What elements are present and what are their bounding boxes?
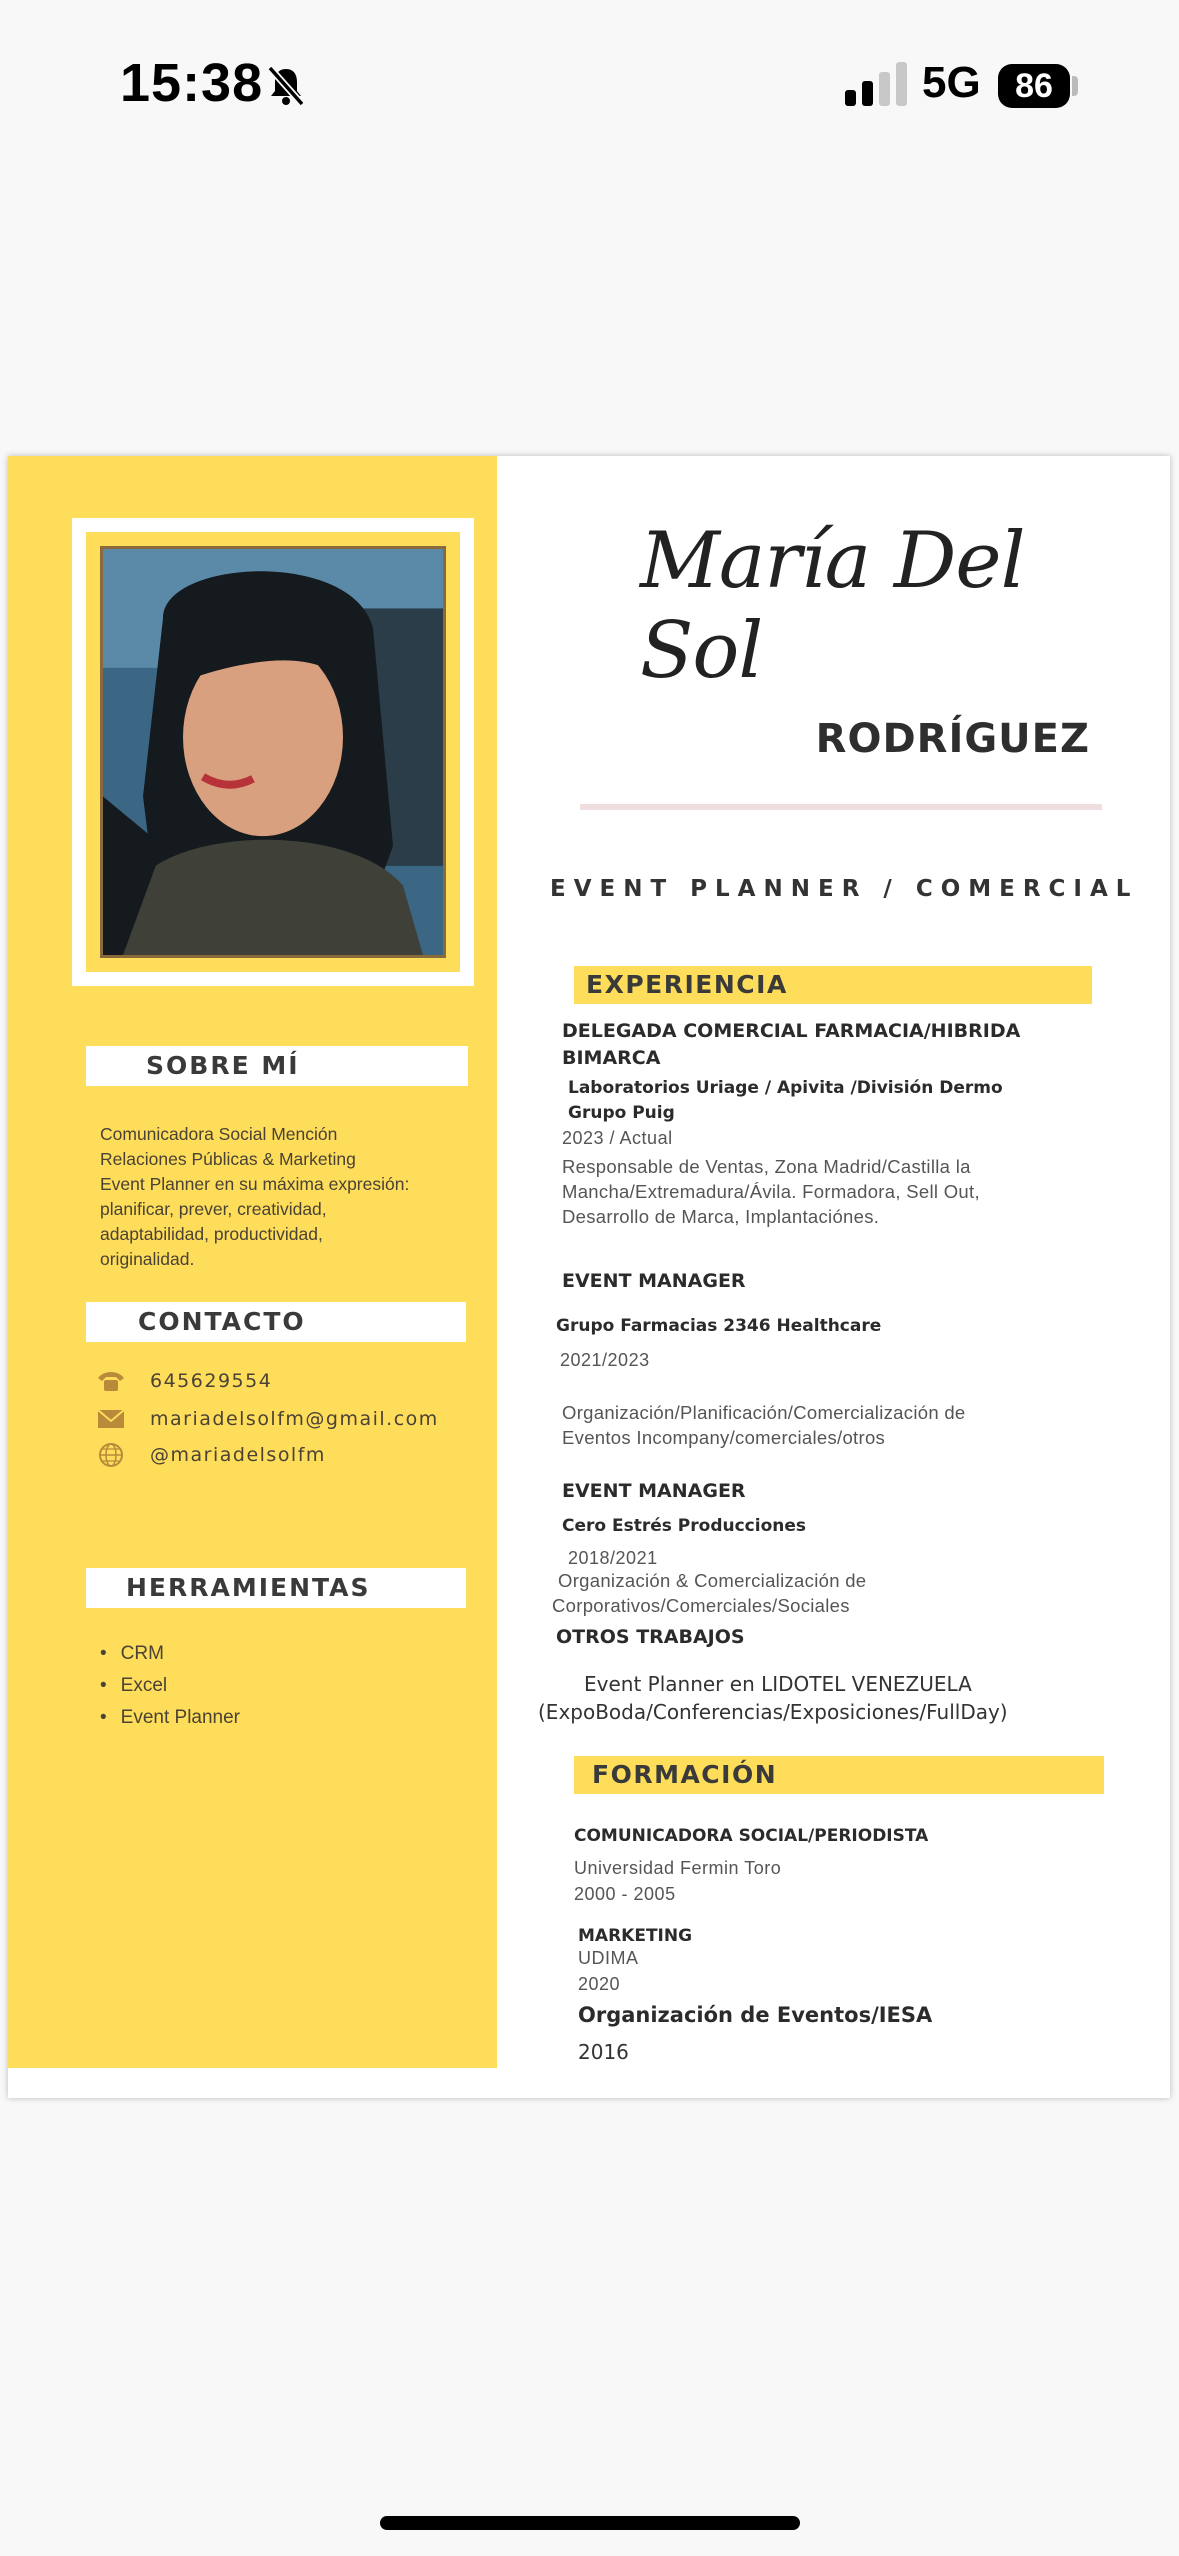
list-item: • Excel: [100, 1670, 240, 1702]
list-item: • CRM: [100, 1638, 240, 1670]
job2-company: Grupo Farmacias 2346 Healthcare: [556, 1316, 882, 1336]
other-jobs-line1: Event Planner en LIDOTEL VENEZUELA: [584, 1672, 972, 1696]
job1-dates: 2023 / Actual: [562, 1128, 673, 1148]
phone-number: 645629554: [150, 1370, 273, 1392]
tools-list: [100, 1638, 240, 1734]
ed3-title: Organización de Eventos/IESA: [578, 2003, 933, 2027]
ed2-title: MARKETING: [578, 1926, 693, 1946]
ed2-dates: 2020: [578, 1974, 621, 1994]
network-type: 5G: [922, 58, 981, 107]
name-divider: [580, 804, 1102, 810]
job2-dates: 2021/2023: [560, 1350, 650, 1370]
phone-icon: [96, 1368, 126, 1394]
job1-company: Laboratorios Uriage / Apivita /División Dermo Grupo Puig: [568, 1078, 1003, 1123]
tools-heading: HERRAMIENTAS: [86, 1568, 466, 1608]
experience-heading: EXPERIENCIA: [574, 966, 1092, 1004]
resume-document: [8, 456, 1170, 2098]
job-role: EVENT PLANNER / COMERCIAL: [550, 876, 1139, 902]
battery-tip: [1072, 76, 1078, 96]
ed1-title: COMUNICADORA SOCIAL/PERIODISTA: [574, 1826, 929, 1846]
globe-icon: [96, 1442, 126, 1468]
email-address: mariadelsolfm@gmail.com: [150, 1408, 439, 1430]
job3-description: Organización & Comercialización de Corporativos/Comerciales/Sociales: [552, 1570, 867, 1616]
signal-icon: [845, 62, 909, 108]
ed1-school: Universidad Fermin Toro: [574, 1858, 782, 1878]
about-text: Comunicadora Social Mención Relaciones Públicas & Marketing Event Planner en su máxima expresión: planificar, prever, creatividad, adaptabilidad, productividad, originalidad.: [100, 1124, 410, 1269]
status-time: 15:38: [120, 53, 264, 113]
last-name: RODRÍGUEZ: [815, 716, 1090, 762]
job2-title: EVENT MANAGER: [562, 1270, 746, 1292]
job2-description: Organización/Planificación/Comercialización de Eventos Incompany/comerciales/otros: [562, 1402, 966, 1448]
about-heading: SOBRE MÍ: [86, 1046, 468, 1086]
ed3-dates: 2016: [578, 2040, 629, 2064]
list-item: • Event Planner: [100, 1702, 240, 1734]
profile-photo-frame: [72, 518, 474, 986]
contact-email[interactable]: [96, 1404, 439, 1434]
ed2-school: UDIMA: [578, 1948, 639, 1968]
mail-icon: [96, 1406, 126, 1432]
job3-dates: 2018/2021: [568, 1548, 658, 1568]
contact-social[interactable]: [96, 1440, 326, 1470]
first-name: María Del Sol: [640, 516, 1025, 696]
other-jobs-line2: (ExpoBoda/Conferencias/Exposiciones/FullDay): [538, 1700, 1008, 1724]
contact-heading: CONTACTO: [86, 1302, 466, 1342]
other-jobs-title: OTROS TRABAJOS: [556, 1626, 745, 1648]
ed1-dates: 2000 - 2005: [574, 1884, 676, 1904]
bell-muted-icon: [264, 64, 308, 108]
profile-photo: [100, 546, 446, 958]
resume-sidebar: [8, 456, 497, 2068]
education-heading: FORMACIÓN: [574, 1756, 1104, 1794]
job1-description: Responsable de Ventas, Zona Madrid/Castilla la Mancha/Extremadura/Ávila. Formadora, Sell Out, Desarrollo de Marca, Implantaciónes.: [562, 1156, 980, 1227]
job1-title: DELEGADA COMERCIAL FARMACIA/HIBRIDA BIMARCA: [562, 1020, 1021, 1069]
job3-company: Cero Estrés Producciones: [562, 1516, 807, 1536]
home-indicator[interactable]: [380, 2516, 800, 2530]
battery-indicator: 86: [998, 64, 1070, 108]
contact-phone[interactable]: [96, 1366, 272, 1396]
job3-title: EVENT MANAGER: [562, 1480, 746, 1502]
social-handle: @mariadelsolfm: [150, 1444, 326, 1466]
